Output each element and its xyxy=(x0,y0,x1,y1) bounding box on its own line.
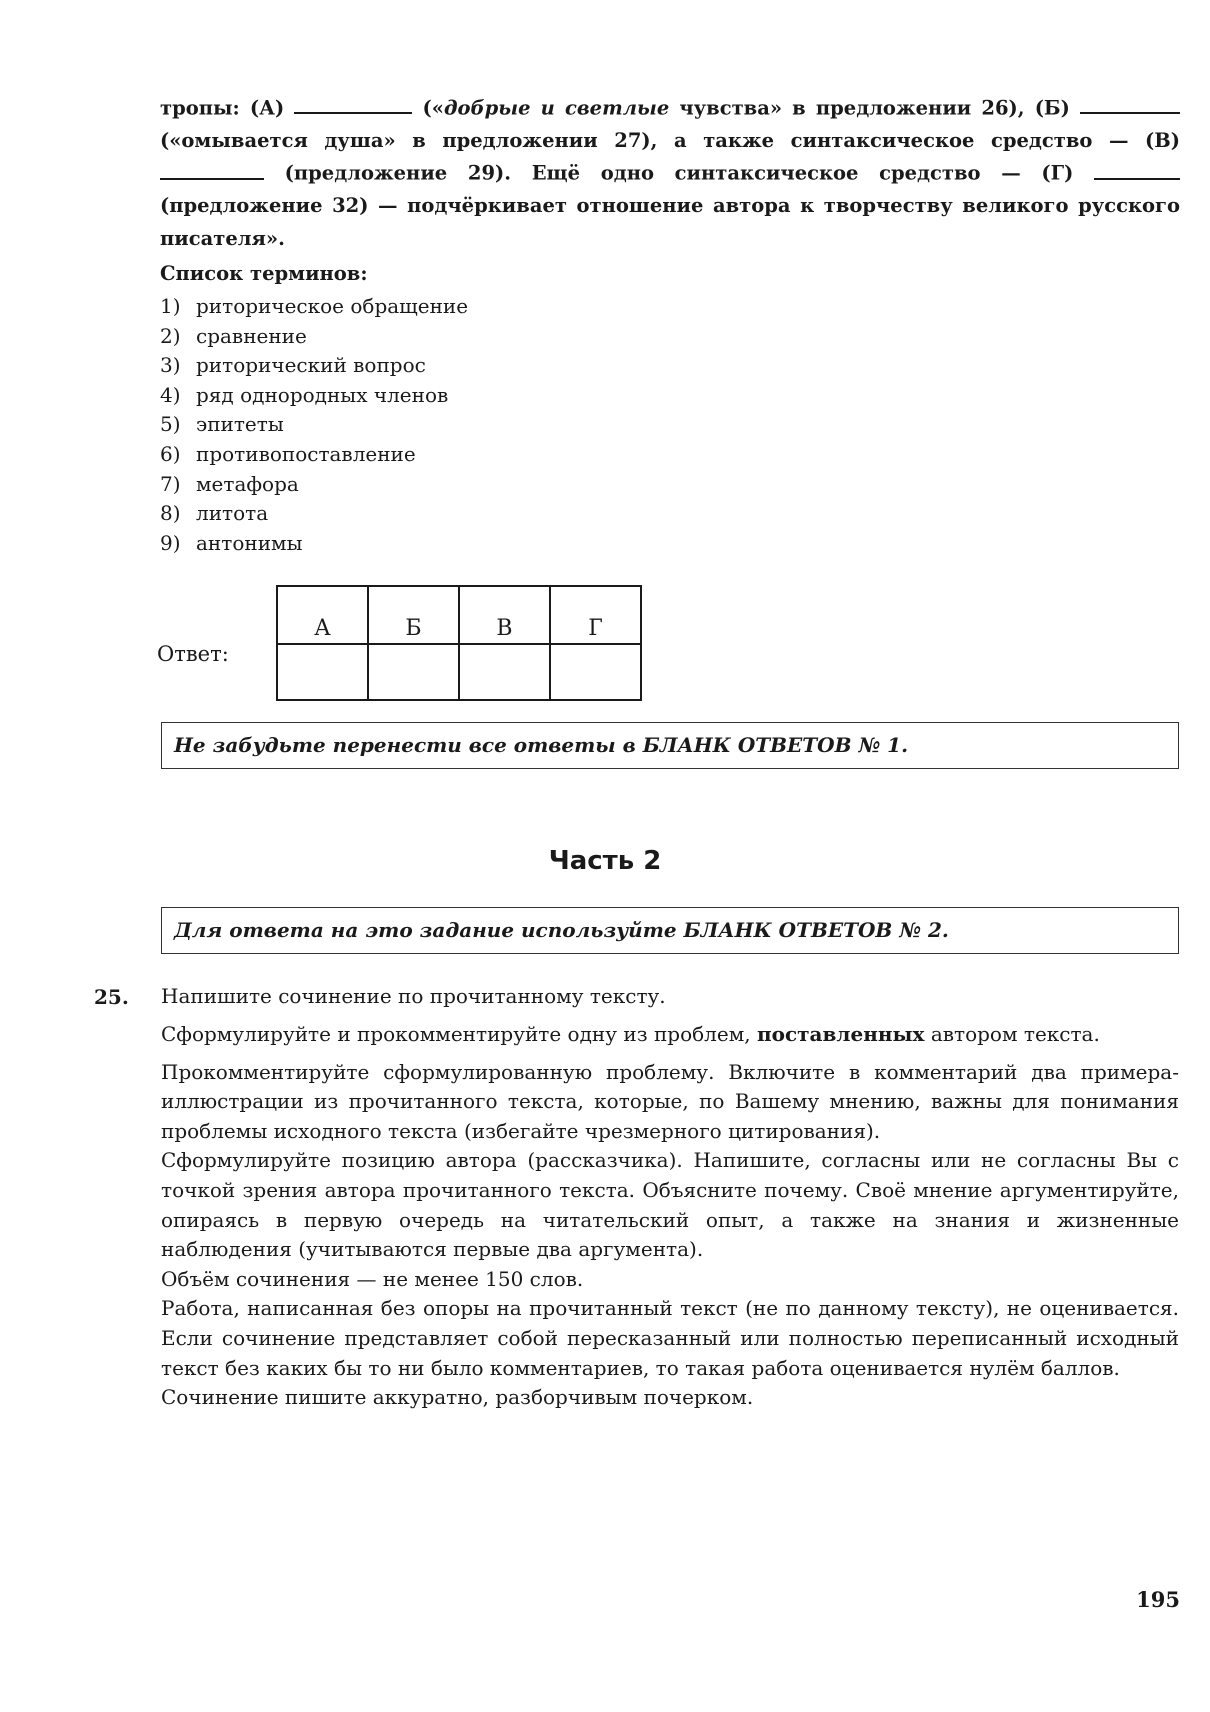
list-item: 8) литота xyxy=(160,501,269,526)
task-number: 25. xyxy=(94,985,129,1009)
intro-part-4: чувства» в предложении 26), (Б) xyxy=(669,96,1070,120)
task-body xyxy=(161,1020,1179,1413)
intro-part-2: (« xyxy=(422,96,444,120)
answer-table xyxy=(276,585,642,701)
task-paragraph: Объём сочинения — не менее 150 слов. xyxy=(161,1266,584,1291)
list-item: 9) антонимы xyxy=(160,530,303,555)
task-paragraph: Сформулируйте и прокомментируйте одну из проблем, поставленных автором текста. xyxy=(161,1022,1100,1046)
intro-part-7: (предложение 32) — подчёркивает отношение автора к творчеству великого русского писателя». xyxy=(160,194,1180,250)
intro-part-6: (предложение 29). Ещё одно синтаксическое средство — (Г) xyxy=(284,161,1074,185)
answer-header-v: В xyxy=(459,586,550,644)
list-item: 1) риторическое обращение xyxy=(160,294,469,318)
task-instruction: Напишите сочинение по прочитанному тексту. xyxy=(161,984,666,1008)
answer-cell-a[interactable] xyxy=(277,644,368,700)
answer-cell-b[interactable] xyxy=(368,644,459,700)
intro-part-5: («омывается душа» в предложении 27), а также синтаксическое средство — (В) xyxy=(160,128,1180,152)
answer-header-b: Б xyxy=(368,586,459,644)
list-item: 6) противопоставление xyxy=(160,441,416,466)
answer-blank-a xyxy=(294,92,412,114)
answer-header-g: Г xyxy=(550,586,641,644)
list-item: 4) ряд однородных членов xyxy=(160,382,449,407)
task-paragraph: Работа, написанная без опоры на прочитанный текст (не по данному тексту), не оценивается. Если сочинение представляет собой пересказанный или полностью переписанный исходный текст без каких бы то ни было комментариев, то такая работа оценивается нулём баллов. xyxy=(161,1296,1179,1380)
task-paragraph: Прокомментируйте сформулированную проблему. Включите в комментарий два примера-иллюстрации из прочитанного текста, которые, по Вашему мнению, важны для понимания проблемы исходного текста (избегайте чрезмерного цитирования). xyxy=(161,1059,1179,1143)
answer-label: Ответ: xyxy=(157,642,229,666)
part-heading: Часть 2 xyxy=(548,846,662,876)
intro-part-1: тропы: (А) xyxy=(160,96,285,120)
answer-blank-g xyxy=(1094,157,1180,179)
task-paragraph: Сформулируйте позицию автора (рассказчика). Напишите, согласны или не согласны Вы с точкой зрения автора прочитанного текста. Объясните почему. Своё мнение аргументируйте, опираясь в первую очередь на читательский опыт, а также на знания и жизненные наблюдения (учитываются первые два аргумента). xyxy=(161,1148,1179,1262)
terms-list xyxy=(160,292,468,558)
task-24-text xyxy=(160,92,1180,255)
task-paragraph: Сочинение пишите аккуратно, разборчивым почерком. xyxy=(161,1385,754,1410)
answer-header-a: А xyxy=(277,586,368,644)
answer-blank-b xyxy=(1080,92,1180,114)
list-item: 7) метафора xyxy=(160,471,299,496)
list-item: 2) сравнение xyxy=(160,323,307,348)
notice-transfer-answers: Не забудьте перенести все ответы в БЛАНК ОТВЕТОВ № 1. xyxy=(161,722,1179,769)
answer-cell-v[interactable] xyxy=(459,644,550,700)
terms-title: Список терминов: xyxy=(160,262,368,285)
list-item: 5) эпитеты xyxy=(160,412,284,437)
page-number: 195 xyxy=(1136,1587,1180,1612)
answer-blank-v xyxy=(160,157,264,179)
answer-cell-g[interactable] xyxy=(550,644,641,700)
notice-answer-sheet-2: Для ответа на это задание используйте БЛАНК ОТВЕТОВ № 2. xyxy=(161,907,1179,954)
intro-italic-phrase: добрые и светлые xyxy=(443,96,670,120)
list-item: 3) риторический вопрос xyxy=(160,353,426,378)
